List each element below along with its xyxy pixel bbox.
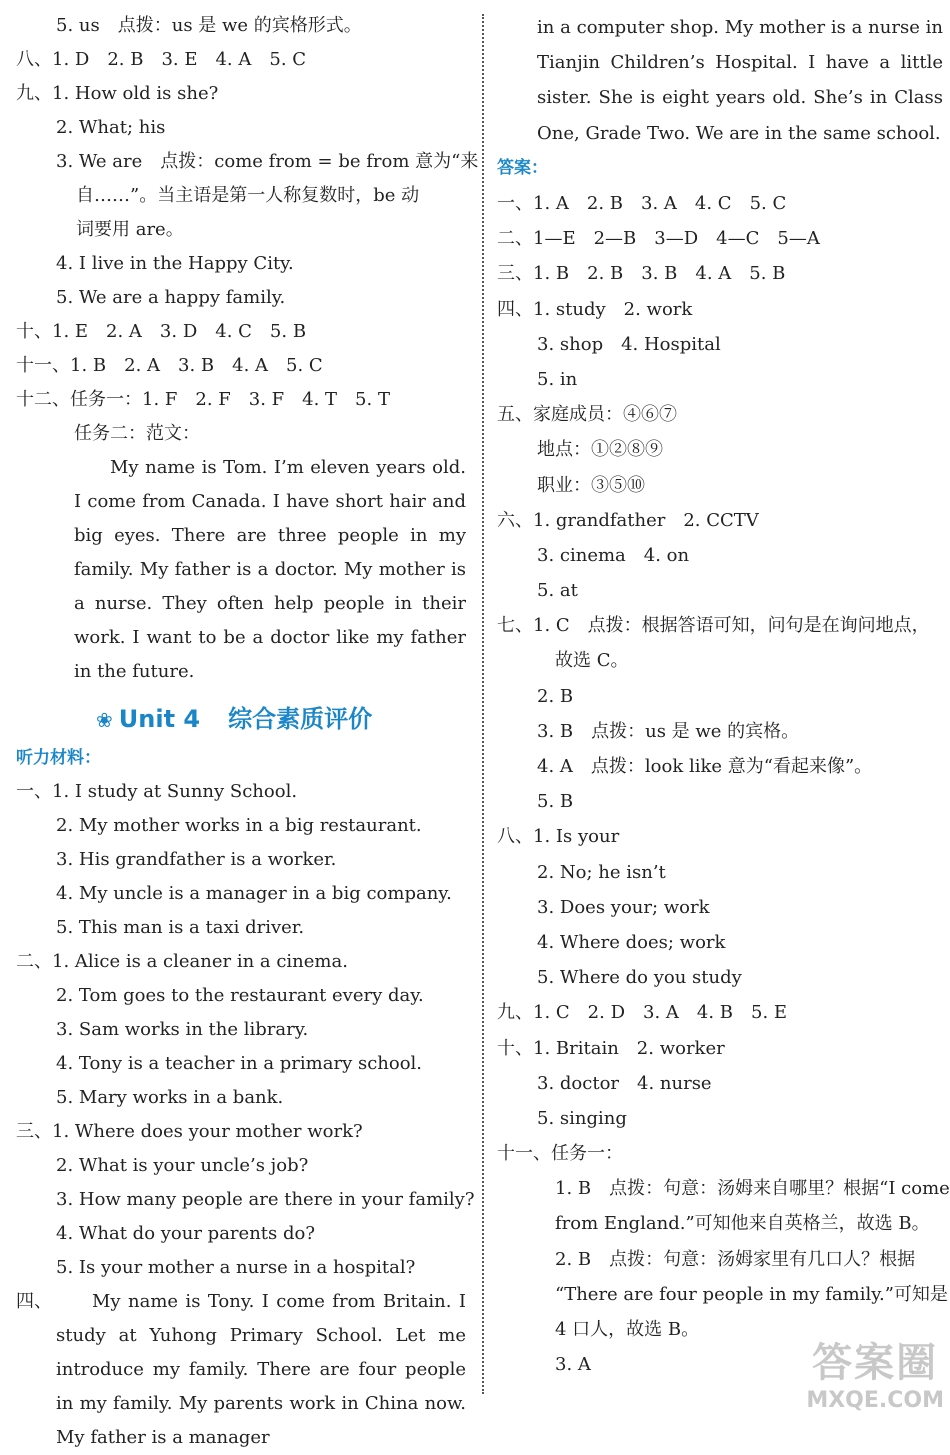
answer-line: 一、1. A 2. B 3. A 4. C 5. C <box>497 193 787 214</box>
section-label: 答案： <box>497 157 548 178</box>
column-divider <box>482 14 484 1394</box>
answer-line: 自……”。当主语是第一人称复数时，be 动 <box>76 185 420 206</box>
answer-line: “There are four people in my family.”可知是 <box>555 1283 948 1305</box>
answer-line: 十、1. Britain 2. worker <box>497 1037 725 1059</box>
answer-line: 六、1. grandfather 2. CCTV <box>497 509 759 531</box>
passage-paragraph: My name is Tony. I come from Britain. I study at Yuhong Primary School. Let me introduce my family. There are four people in my family. My parents work in China now. My father is a manager <box>56 1291 466 1448</box>
script-line: 三、1. Where does your mother work? <box>16 1121 363 1142</box>
unit-title: Unit 4 <box>118 705 201 733</box>
script-line: 5. Mary works in a bank. <box>56 1087 284 1108</box>
answer-line: 十、1. E 2. A 3. D 4. C 5. B <box>16 321 307 342</box>
watermark-url: MXQE.COM <box>806 1388 944 1413</box>
answer-line: 3. A <box>555 1354 591 1376</box>
left-column <box>16 0 479 1455</box>
answer-line: 3. We are 点拨：come from = be from 意为“来 <box>56 151 479 172</box>
watermark-logo <box>806 1331 944 1413</box>
paw-icon: ❀ <box>96 708 113 732</box>
answer-line: 十一、1. B 2. A 3. B 4. A 5. C <box>16 355 323 376</box>
script-line: 3. How many people are there in your family? <box>56 1189 475 1210</box>
answer-line: 四、1. study 2. work <box>497 298 693 320</box>
script-line: 3. His grandfather is a worker. <box>56 849 337 870</box>
answer-line: 4. Where does; work <box>537 931 726 953</box>
answer-line: 5. at <box>537 580 578 602</box>
answer-line: 九、1. How old is she? <box>16 83 219 104</box>
answer-line: 5. We are a happy family. <box>56 287 286 308</box>
passage-text <box>16 1285 472 1455</box>
essay-text: My name is Tom. I’m eleven years old. I come from Canada. I have short hair and big eyes. There are three people in my family. My father is a doctor. My mother is a nurse. They often help people in their work. I want to be a doctor like my father in the future. <box>74 457 466 682</box>
section-number: 四、 <box>16 1291 52 1312</box>
answer-line: 2. No; he isn’t <box>537 861 666 883</box>
answer-line: 九、1. C 2. D 3. A 4. B 5. E <box>497 1002 788 1024</box>
answer-line: 二、1—E 2—B 3—D 4—C 5—A <box>497 228 820 250</box>
script-line: 4. Tony is a teacher in a primary school. <box>56 1053 423 1074</box>
answer-line: 3. B 点拨：us 是 we 的宾格。 <box>537 720 800 742</box>
answer-line: 4. A 点拨：look like 意为“看起来像”。 <box>537 756 873 777</box>
script-line: 4. My uncle is a manager in a big company. <box>56 883 452 904</box>
answer-line: 1. B 点拨：句意：汤姆来自哪里？根据“I come <box>555 1178 950 1200</box>
answer-line: 2. What; his <box>56 117 166 138</box>
section-label: 听力材料： <box>16 748 101 768</box>
answer-line: 2. B <box>537 685 574 707</box>
right-column <box>497 0 950 1382</box>
script-line: 4. What do your parents do? <box>56 1223 315 1244</box>
answer-line: 十一、任务一： <box>497 1143 623 1165</box>
script-line: 5. This man is a taxi driver. <box>56 917 305 938</box>
answer-line: 故选 C。 <box>555 650 629 672</box>
answer-line: from England.”可知他来自英格兰，故选 B。 <box>555 1213 930 1235</box>
unit-subtitle: 综合素质评价 <box>228 705 373 733</box>
script-line: 5. Is your mother a nurse in a hospital? <box>56 1257 416 1278</box>
script-line: 二、1. Alice is a cleaner in a cinema. <box>16 951 348 972</box>
answer-line: 3. doctor 4. nurse <box>537 1072 712 1094</box>
answer-line: 5. in <box>537 368 578 390</box>
passage-continuation <box>497 10 947 151</box>
answer-line: 5. Where do you study <box>537 967 742 989</box>
answer-line: 任务二：范文： <box>74 423 200 444</box>
answer-line: 地点：①②⑧⑨ <box>537 439 663 461</box>
answer-line: 4 口人，故选 B。 <box>555 1319 700 1340</box>
answer-line: 5. singing <box>537 1107 627 1129</box>
script-line: 2. My mother works in a big restaurant. <box>56 815 422 836</box>
unit-heading <box>16 697 472 741</box>
answer-line: 词要用 are。 <box>76 219 184 240</box>
model-essay <box>16 451 472 689</box>
answer-line: 3. shop 4. Hospital <box>537 333 721 355</box>
passage-four <box>16 1285 472 1455</box>
answer-line: 4. I live in the Happy City. <box>56 253 294 274</box>
answer-line: 七、1. C 点拨：根据答语可知，问句是在询问地点， <box>497 615 930 637</box>
passage-paragraph: in a computer shop. My mother is a nurse in Tianjin Children’s Hospital. I have a little sister. She is eight years old. She’s in Class One, Grade Two. We are in the same school. <box>537 17 943 144</box>
script-line: 2. Tom goes to the restaurant every day. <box>56 985 424 1006</box>
answer-line: 八、1. Is your <box>497 826 620 848</box>
answer-line: 五、家庭成员：④⑥⑦ <box>497 404 677 426</box>
script-line: 一、1. I study at Sunny School. <box>16 781 298 802</box>
answer-line: 职业：③⑤⑩ <box>537 474 645 496</box>
watermark-text: 答案圈 <box>812 1340 939 1386</box>
answer-line: 5. us 点拨：us 是 we 的宾格形式。 <box>56 15 362 36</box>
answer-line: 三、1. B 2. B 3. B 4. A 5. B <box>497 263 786 285</box>
answer-line: 十二、任务一：1. F 2. F 3. F 4. T 5. T <box>16 389 390 410</box>
answer-line: 3. Does your; work <box>537 896 710 918</box>
answer-line: 2. B 点拨：句意：汤姆家里有几口人？根据 <box>555 1248 916 1270</box>
answer-line: 八、1. D 2. B 3. E 4. A 5. C <box>16 49 307 70</box>
answer-line: 3. cinema 4. on <box>537 544 690 566</box>
script-line: 3. Sam works in the library. <box>56 1019 309 1040</box>
answer-line: 5. B <box>537 791 574 813</box>
script-line: 2. What is your uncle’s job? <box>56 1155 309 1176</box>
